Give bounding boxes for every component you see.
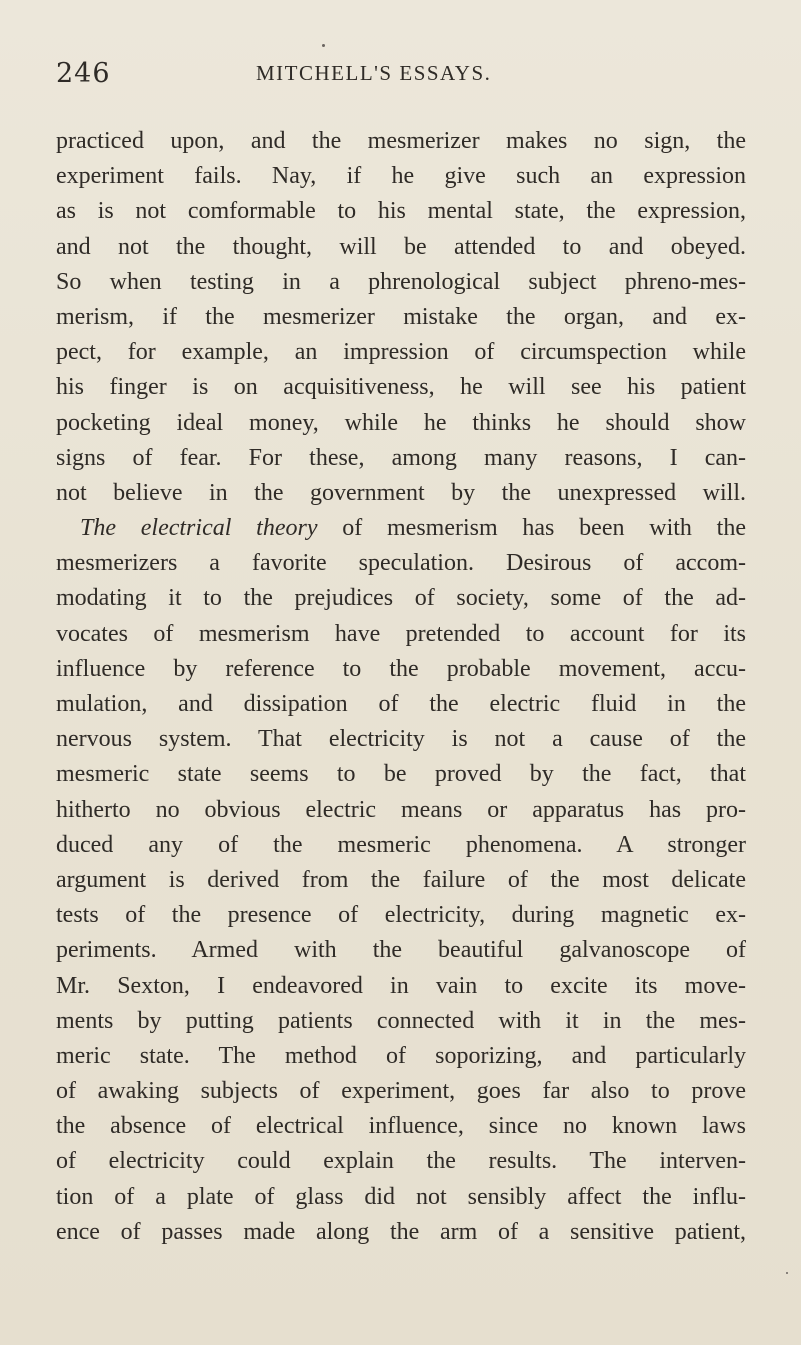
text-line: mulation, and dissipation of the electric fluid in the [56,691,746,717]
text-line: hitherto no obvious electric means or apparatus has pro- [56,796,746,823]
text-line: mesmeric state seems to be proved by the fact, that [56,761,746,788]
text-line: merism, if the mesmerizer mistake the organ, and ex- [56,303,746,330]
body-text [56,124,746,1250]
text-line: mesmerizers a favorite speculation. Desirous of accom- [56,550,746,577]
text-line: his finger is on acquisitiveness, he will see his patient [56,374,746,401]
page-header [56,58,746,98]
text-line: influence by reference to the probable movement, accu- [56,655,746,682]
page-number: 246 [56,58,111,89]
text-line: argument is derived from the failure of the most delicate [56,866,746,893]
text-line: pect, for example, an impression of circumspection while [56,339,746,366]
text-line: duced any of the mesmeric phenomena. A stronger [56,831,746,858]
text-line: vocates of mesmerism have pretended to account for its [56,620,746,647]
text-line: periments. Armed with the beautiful galvanoscope of [56,937,746,964]
text-line: ments by putting patients connected with it in the mes- [56,1007,746,1034]
text-line: the absence of electrical influence, since no known laws [56,1113,746,1140]
italic-phrase: The electrical theory [80,515,318,542]
text-line: signs of fear. For these, among many reasons, I can- [56,444,746,471]
text-line: modating it to the prejudices of society, some of the ad- [56,585,746,612]
paper-speck [786,1272,788,1274]
text-line: as is not comformable to his mental state, the expression, [56,198,746,225]
text-line: of electricity could explain the results. The interven- [56,1148,746,1175]
paragraph-first-line [56,511,746,546]
text-line: nervous system. That electricity is not a cause of the [56,726,746,753]
text-run: of mesmerism has been with the [317,515,746,542]
text-line: pocketing ideal money, while he thinks he should show [56,409,746,436]
text-line: practiced upon, and the mesmerizer makes no sign, the [56,128,746,154]
text-line: tests of the presence of electricity, during magnetic ex- [56,902,746,929]
text-line: experiment fails. Nay, if he give such an expression [56,163,746,190]
text-line: So when testing in a phrenological subject phreno-mes- [56,268,746,295]
text-line: Mr. Sexton, I endeavored in vain to excite its move- [56,972,746,999]
paper-speck [322,44,325,47]
text-line: ence of passes made along the arm of a sensitive patient, [56,1218,746,1245]
text-line: and not the thought, will be attended to and obeyed. [56,233,746,260]
text-line: not believe in the government by the unexpressed will. [56,479,746,506]
text-line: meric state. The method of soporizing, and particularly [56,1042,746,1069]
running-head: MITCHELL'S ESSAYS. [256,61,492,85]
text-line: tion of a plate of glass did not sensibly affect the influ- [56,1183,746,1210]
text-line: of awaking subjects of experiment, goes far also to prove [56,1078,746,1105]
